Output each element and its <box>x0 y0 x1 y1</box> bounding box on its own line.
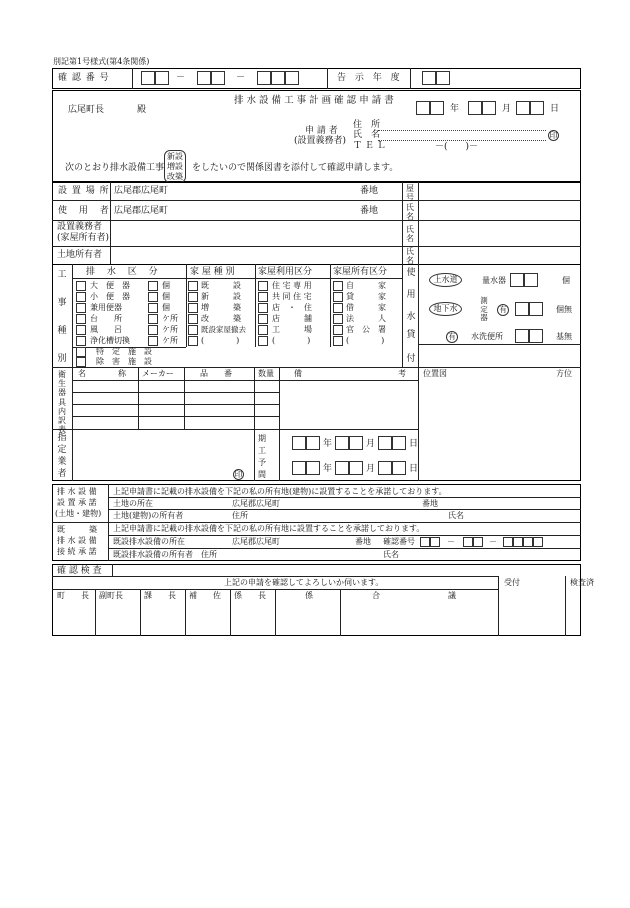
col-name: 名 称 <box>78 369 126 378</box>
drain-count[interactable] <box>148 325 158 335</box>
drain-header: 排 水 区 分 <box>86 267 158 277</box>
inspected-label: 検査済 <box>570 578 594 587</box>
confirm-number-box[interactable] <box>141 71 155 85</box>
drain-check[interactable] <box>76 303 86 313</box>
notice-year-box[interactable] <box>436 71 450 85</box>
col-model: 品 番 <box>200 369 232 378</box>
measure-count-box[interactable] <box>515 302 529 316</box>
confirm-number-box[interactable] <box>257 71 271 85</box>
meter-count-box[interactable] <box>510 273 524 287</box>
drain-check[interactable] <box>76 325 86 335</box>
house-use-header: 家屋利用区分 <box>258 267 313 277</box>
inspection-request: 上記の申請を確認してよろしいか伺います。 <box>224 578 384 587</box>
consent-text-1: 上記申請書に記載の排水設備を下記の私の所有地(建物)に設置することを承諾しております。 <box>113 487 447 496</box>
drain-check[interactable] <box>76 292 86 302</box>
well-water-option[interactable]: 地下水 <box>429 302 462 316</box>
inspection-section <box>52 564 581 636</box>
direction-label: 方位 <box>556 369 572 378</box>
house-use-check[interactable] <box>258 325 268 335</box>
confirm-number-box[interactable] <box>285 71 299 85</box>
house-type-header: 家 屋 種 別 <box>190 267 235 277</box>
obligor-label: 設置義務者 <box>57 222 103 232</box>
location-map-label: 位置図 <box>423 369 447 378</box>
existing-number-box[interactable] <box>503 537 513 547</box>
special-facility: 特 定 施 設 <box>96 347 152 356</box>
shop-name-label: 屋号 <box>406 184 414 203</box>
date-day-box[interactable] <box>530 101 544 115</box>
drain-count[interactable] <box>148 336 158 346</box>
house-type-check[interactable] <box>188 336 198 346</box>
period-end-year[interactable] <box>306 461 320 475</box>
existing-number-box[interactable] <box>533 537 543 547</box>
house-type-check[interactable] <box>188 314 198 324</box>
drain-count[interactable] <box>148 303 158 313</box>
house-type-check[interactable] <box>188 303 198 313</box>
existing-number-box[interactable] <box>473 537 483 547</box>
drain-count[interactable] <box>148 314 158 324</box>
date-year-box[interactable] <box>416 101 430 115</box>
col-notes: 備 考 <box>294 369 406 378</box>
tel-label: Ｔ Ｅ Ｌ <box>353 141 386 151</box>
notice-year-label: 告 示 年 度 <box>337 73 403 83</box>
measure-label: 測定器 <box>480 296 488 323</box>
land-owner-name-label: 氏名 <box>406 247 414 266</box>
house-use-check[interactable] <box>258 292 268 302</box>
house-type-check[interactable] <box>188 325 198 335</box>
period-end-day[interactable] <box>378 461 392 475</box>
own-type-check[interactable] <box>333 314 343 324</box>
applicant-name-label: 氏 名 <box>353 130 381 140</box>
user-label: 使 用 者 <box>58 206 109 216</box>
inspection-label: 確 認 検 査 <box>57 566 102 576</box>
house-use-check[interactable] <box>258 281 268 291</box>
harm-removal-facility: 除 害 施 設 <box>96 357 152 366</box>
obligor-name-label: 氏名 <box>406 225 414 244</box>
location-value: 広尾郡広尾町 <box>114 186 169 196</box>
measure-yes[interactable]: 有 <box>497 304 509 316</box>
house-type-check[interactable] <box>188 292 198 302</box>
work-opt-extend[interactable]: 増設 <box>167 162 183 171</box>
period-end-month[interactable] <box>349 461 363 475</box>
period-end-year[interactable] <box>292 461 306 475</box>
own-type-check[interactable] <box>333 303 343 313</box>
existing-number-box[interactable] <box>420 537 430 547</box>
period-end-day[interactable] <box>392 461 406 475</box>
period-start-year[interactable] <box>306 436 320 450</box>
period-start-day[interactable] <box>378 436 392 450</box>
own-type-check[interactable] <box>333 281 343 291</box>
confirm-number-box[interactable] <box>155 71 169 85</box>
work-opt-rebuild[interactable]: 改築 <box>167 172 183 181</box>
water-city-option[interactable]: 上水道 <box>429 273 462 287</box>
work-opt-new[interactable]: 新設 <box>167 152 183 161</box>
intro-right: をしたいので関係図書を添付して確認申請します。 <box>192 163 399 173</box>
applicant-label: 申 請 者 <box>305 126 338 136</box>
col-maker: メーカー <box>142 369 174 378</box>
form-title: 別記第1号様式(第4条関係) <box>53 57 150 66</box>
confirm-number-box[interactable] <box>271 71 285 85</box>
existing-number-box[interactable] <box>463 537 473 547</box>
date-month-box[interactable] <box>468 101 482 115</box>
land-owner-label: 土地所有者 <box>57 250 103 260</box>
confirm-number-box[interactable] <box>211 71 225 85</box>
existing-number-box[interactable] <box>523 537 533 547</box>
date-month-box[interactable] <box>482 101 496 115</box>
existing-number-box[interactable] <box>430 537 440 547</box>
drain-count[interactable] <box>148 281 158 291</box>
period-start-year[interactable] <box>292 436 306 450</box>
consent-text-2: 上記申請書に記載の排水設備を下記の私の所有地に設置することを承諾しております。 <box>113 524 425 533</box>
own-type-check[interactable] <box>333 292 343 302</box>
own-header: 家屋所有区分 <box>333 267 388 277</box>
applicant-sub: (設置義務者) <box>294 136 347 146</box>
intro-left: 次のとおり排水設備工事 <box>65 163 165 173</box>
flush-yes[interactable]: 有 <box>446 331 458 343</box>
house-use-check[interactable] <box>258 303 268 313</box>
receipt-label: 受付 <box>504 578 520 587</box>
period-start-month[interactable] <box>335 436 349 450</box>
seal-mark: 印 <box>549 131 558 140</box>
house-use-check[interactable] <box>258 336 268 346</box>
period-end-month[interactable] <box>335 461 349 475</box>
special-check[interactable] <box>76 357 86 367</box>
period-start-month[interactable] <box>349 436 363 450</box>
confirm-number-box[interactable] <box>197 71 211 85</box>
date-year-box[interactable] <box>430 101 444 115</box>
flush-count-box[interactable] <box>515 329 529 343</box>
meter-count-box[interactable] <box>524 273 538 287</box>
addressee: 広尾町長 <box>68 105 105 115</box>
location-label: 設 置 場 所 <box>58 186 110 196</box>
drain-check[interactable] <box>76 314 86 324</box>
tel-format: －( )－ <box>435 142 479 152</box>
user-value: 広尾郡広尾町 <box>114 206 169 216</box>
measure-count-box[interactable] <box>529 302 543 316</box>
applicant-address-label: 住 所 <box>353 120 381 130</box>
period-start-day[interactable] <box>392 436 406 450</box>
confirm-number-label: 確 認 番 号 <box>58 73 110 83</box>
house-use-check[interactable] <box>258 314 268 324</box>
flush-toilet-label: 水洗便所 <box>471 332 503 341</box>
drain-check[interactable] <box>76 281 86 291</box>
drain-count[interactable] <box>148 292 158 302</box>
flush-count-box[interactable] <box>529 329 543 343</box>
meter-label: 量水器 <box>482 276 506 285</box>
date-day-box[interactable] <box>516 101 530 115</box>
main-title: 排 水 設 備 工 事 計 画 確 認 申 請 書 <box>234 95 394 106</box>
existing-number-box[interactable] <box>513 537 523 547</box>
contractor-seal: 印 <box>234 470 243 479</box>
special-check[interactable] <box>76 347 86 357</box>
house-type-check[interactable] <box>188 281 198 291</box>
fixtures-side-label: 衛生器具内訳表 <box>58 370 66 435</box>
drain-check[interactable] <box>76 336 86 346</box>
col-qty: 数量 <box>258 369 274 378</box>
notice-year-box[interactable] <box>422 71 436 85</box>
user-name-label: 氏名 <box>406 203 414 222</box>
obligor-sub: (家屋所有者) <box>57 233 110 243</box>
own-type-check[interactable] <box>333 325 343 335</box>
own-type-check[interactable] <box>333 336 343 346</box>
